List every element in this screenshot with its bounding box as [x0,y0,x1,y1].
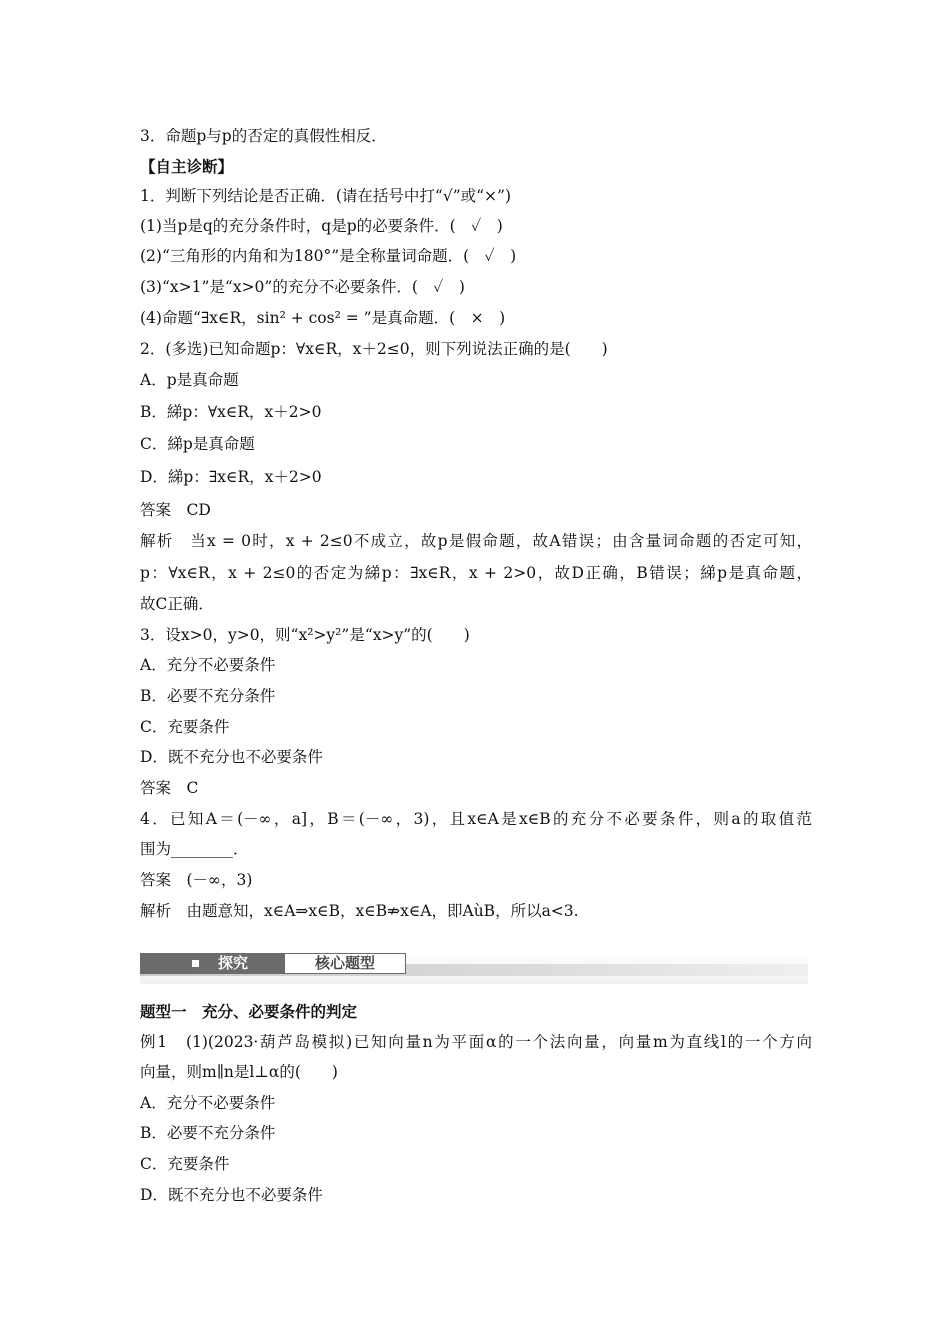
option-c: C．充要条件 [140,718,230,736]
section-banner [140,950,808,984]
analysis-line: p：∀x∈R，x + 2≤0的否定为綈p：∃x∈R，x + 2>0，故D正确，B错误；綈p是真命题， [140,564,812,582]
banner-left [140,953,284,974]
square-icon [192,960,199,967]
section-heading-self-diagnosis: 【自主诊断】 [140,158,234,176]
option-c: C．綈p是真命题 [140,435,255,453]
question-2: 2．(多选)已知命题p：∀x∈R，x＋2≤0，则下列说法正确的是( ) [140,340,608,358]
option-b: B．必要不充分条件 [140,687,276,705]
option-c: C．充要条件 [140,1155,230,1173]
banner-right-label: 核心题型 [284,953,406,974]
option-a: A．p是真命题 [140,371,239,389]
example-1-continued: 向量，则m∥n是l⊥α的( ) [140,1063,338,1081]
option-a: A．充分不必要条件 [140,656,276,674]
answer-line: 答案 C [140,779,199,797]
option-a: A．充分不必要条件 [140,1094,276,1112]
text-line: 1．判断下列结论是否正确．(请在括号中打“√”或“×”) [140,187,512,205]
option-d: D．綈p：∃x∈R，x＋2>0 [140,468,322,486]
question-4: 4．已知A＝(－∞，a]，B＝(－∞，3)，且x∈A是x∈B的充分不必要条件，则a的取值范 [140,810,812,828]
analysis-line: 故C正确． [140,595,214,613]
text-line: (1)当p是q的充分条件时，q是p的必要条件．( ✓ ) [140,217,503,235]
option-d: D．既不充分也不必要条件 [140,1186,323,1204]
answer-line: 答案 (－∞，3) [140,871,253,889]
text-line: 3．命题p与p的否定的真假性相反． [140,127,387,145]
answer-line: 答案 CD [140,501,211,519]
example-1: 例1 (1)(2023·葫芦岛模拟)已知向量n为平面α的一个法向量，向量m为直线l的一个方向 [140,1033,812,1051]
option-b: B．必要不充分条件 [140,1124,276,1142]
analysis-line: 解析 由题意知，x∈A⇒x∈B，x∈B⇏x∈A，即AùB，所以a<3. [140,902,579,920]
question-4-continued: 围为________． [140,840,249,858]
subsection-heading: 题型一 充分、必要条件的判定 [140,1003,358,1021]
analysis-line: 解析 当x = 0时，x + 2≤0不成立，故p是假命题，故A错误；由含量词命题的否定可知， [140,532,812,550]
text-line: (2)“三角形的内角和为180°”是全称量词命题．( ✓ ) [140,247,517,265]
banner-left-label: 探究 [218,954,249,972]
text-line: (4)命题“∃x∈R，sin² + cos² = ”是真命题．( × ) [140,309,506,327]
text-line: (3)“x>1”是“x>0”的充分不必要条件．( ✓ ) [140,278,465,296]
question-3: 3．设x>0，y>0，则“x²>y²”是“x>y”的( ) [140,626,470,644]
option-d: D．既不充分也不必要条件 [140,748,323,766]
option-b: B．綈p：∀x∈R，x＋2>0 [140,403,322,421]
